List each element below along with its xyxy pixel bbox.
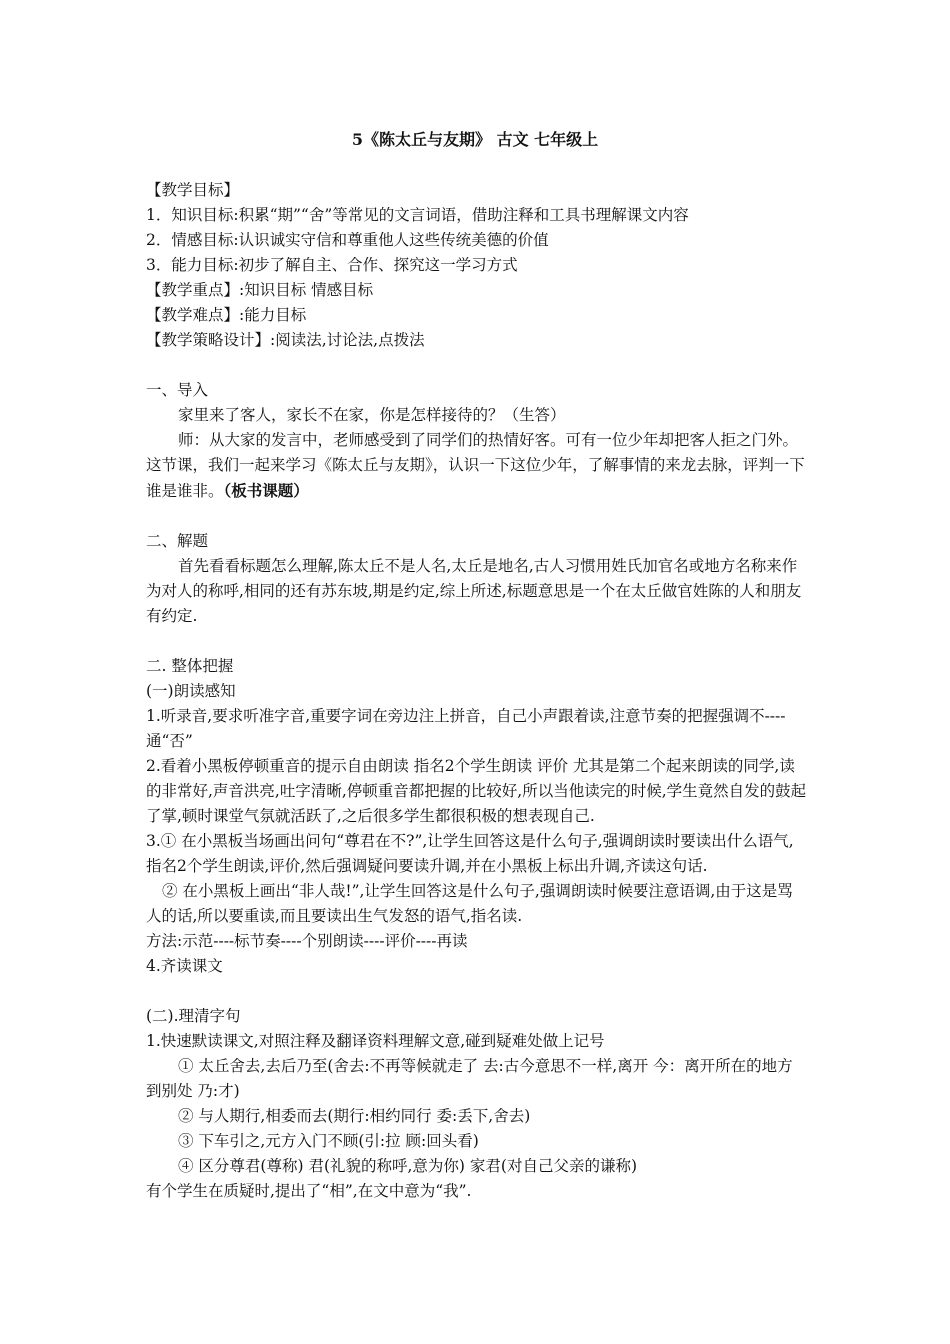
reading-step: 3.① 在小黑板当场画出问句“尊君在不?”,让学生回答这是什么句子,强调朗读时要读出什么语气,指名2个学生朗读,评价,然后强调疑问要读升调,并在小黑板上标出升调,齐读这句话. bbox=[146, 832, 794, 875]
reading-step: 4.齐读课文 bbox=[146, 957, 223, 975]
method-line: 方法:示范----标节奏----个别朗读----评价----再读 bbox=[146, 932, 468, 950]
goal-item: 3．能力目标:初步了解自主、合作、探究这一学习方式 bbox=[146, 256, 518, 274]
goals-heading: 【教学目标】 bbox=[146, 181, 240, 199]
words-step: 1.快速默读课文,对照注释及翻译资料理解文意,碰到疑难处做上记号 bbox=[146, 1032, 605, 1050]
goal-item: 2．情感目标:认识诚实守信和尊重他人这些传统美德的价值 bbox=[146, 231, 549, 249]
key-point: 【教学重点】:知识目标 情感目标 bbox=[146, 281, 374, 299]
reading-step: 1.听录音,要求听准字音,重要字词在旁边注上拼音，自己小声跟着读,注意节奏的把握强调不----通“否” bbox=[146, 707, 786, 750]
word-note: ③ 下车引之,元方入门不顾(引:拉 顾:回头看) bbox=[178, 1132, 479, 1150]
intro-paragraph bbox=[146, 428, 808, 504]
word-note: ④ 区分尊君(尊称) 君(礼貌的称呼,意为你) 家君(对自己父亲的谦称) bbox=[178, 1157, 637, 1175]
intro-text: 师：从大家的发言中，老师感受到了同学们的热情好客。可有一位少年却把客人拒之门外。这节课，我们一起来学习《陈太丘与友期》，认识一下这位少年，了解事情的来龙去脉，评判一下谁是谁非。 bbox=[146, 431, 805, 500]
explain-paragraph: 首先看看标题怎么理解,陈太丘不是人名,太丘是地名,古人习惯用姓氏加官名或地方名称来作为对人的称呼,相同的还有苏东坡,期是约定,综上所述,标题意思是一个在太丘做官姓陈的人和朋友有约定. bbox=[146, 557, 802, 625]
explain-heading: 二、解题 bbox=[146, 532, 209, 550]
document-body bbox=[146, 178, 808, 1204]
goal-item: 1．知识目标:积累“期”“舍”等常见的文言词语，借助注释和工具书理解课文内容 bbox=[146, 206, 689, 224]
reading-step: 2.看着小黑板停顿重音的提示自由朗读 指名2个学生朗读 评价 尤其是第二个起来朗读的同学,读的非常好,声音洪亮,吐字清晰,停顿重音都把握的比较好,所以当他读完的时候,学生竟然自发的鼓起了掌,顿时课堂气氛就活跃了,之后很多学生都很积极的想表现自己. bbox=[146, 757, 807, 825]
word-note: ① 太丘舍去,去后乃至(舍去:不再等候就走了 去:古今意思不一样,离开 今：离开所在的地方到别处 乃:才) bbox=[146, 1057, 793, 1100]
subheading-words: (二).理清字句 bbox=[146, 1007, 241, 1025]
intro-paragraph: 家里来了客人，家长不在家，你是怎样接待的？（生答） bbox=[178, 406, 566, 424]
board-title-note: （板书课题） bbox=[223, 481, 309, 500]
intro-heading: 一、导入 bbox=[146, 381, 209, 399]
word-note: ② 与人期行,相委而去(期行:相约同行 委:丢下,舍去) bbox=[178, 1107, 531, 1125]
subheading-reading: (一)朗读感知 bbox=[146, 682, 236, 700]
strategy: 【教学策略设计】:阅读法,讨论法,点拨法 bbox=[146, 331, 425, 349]
page-title: 5《陈太丘与友期》 古文 七年级上 bbox=[351, 130, 599, 149]
closing-line: 有个学生在质疑时,提出了“相”,在文中意为“我”. bbox=[146, 1182, 472, 1200]
overall-heading: 二. 整体把握 bbox=[146, 657, 234, 675]
reading-step: ② 在小黑板上画出“非人哉!”,让学生回答这是什么句子,强调朗读时候要注意语调,由于这是骂人的话,所以要重读,而且要读出生气发怒的语气,指名读. bbox=[146, 882, 793, 925]
difficulty: 【教学难点】:能力目标 bbox=[146, 306, 307, 324]
